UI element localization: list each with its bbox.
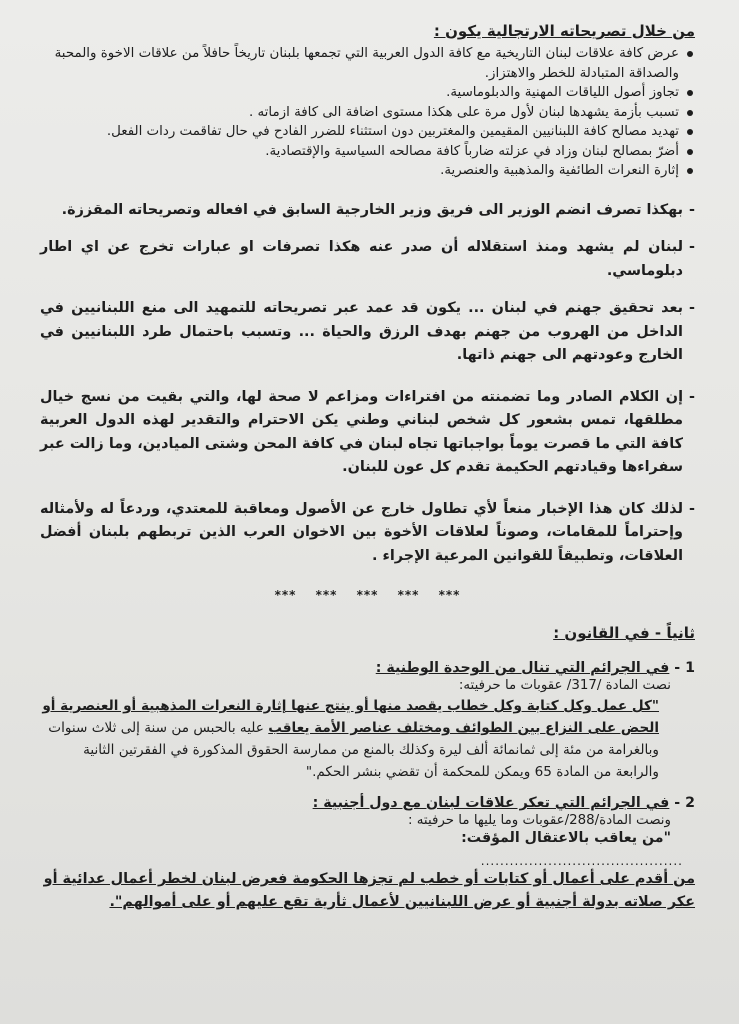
bullet-list: [40, 44, 695, 181]
law-quote: "كل عمل وكل كتابة وكل خطاب يقصد منها أو ينتج عنها إثارة النعرات المذهبية أو العنصرية أو الحض على النزاع بين الطوائف ومختلف عناصر الأمة يعاقب عليه بالحبس من سنة إلى ثلاث سنوات وبالغرامة من مئة إلى ثمانمائة ألف ليرة وكذلك بالمنع من ممارسة الحقوق المذكورة في الفقرتين الثانية والرابعة من المادة 65 ويمكن للمحكمة أن تقضي بنشر الحكم.": [42, 698, 659, 780]
bullet-dot-icon: [687, 168, 693, 174]
separator-stars: *** *** *** *** ***: [274, 588, 461, 602]
paragraph: - لبنان لم يشهد ومنذ استقلاله أن صدر عنه هكذا تصرفات او عبارات تخرج عن اي اطار دبلوماسي.: [40, 239, 695, 279]
bullet-item: تجاوز أصول اللياقات المهنية والدبلوماسية.: [40, 83, 695, 103]
bullet-dot-icon: [687, 90, 693, 96]
section-heading: ثانياً - في القانون :: [553, 624, 695, 642]
law-intro: نصت المادة /317/ عقوبات ما حرفيته:: [458, 678, 671, 693]
bullet-dot-icon: [687, 129, 693, 135]
elision-dots: ..........................................: [480, 854, 683, 868]
bullet-dot-icon: [687, 149, 693, 155]
paragraph: - بعد تحقيق جهنم في لبنان ... يكون قد عمد عبر تصريحاته للتمهيد الى منع اللبنانيين في الداخل من الهروب من جهنم بهدف الرزق والحياة ... وتسبب باحتمال طرد اللبنانيين في الخارج وعودتهم الى جهنم ذاتها.: [40, 300, 695, 363]
bullet-dot-icon: [687, 51, 693, 57]
bullet-item: عرض كافة علاقات لبنان التاريخية مع كافة الدول العربية التي تجمعها بلبنان تاريخاً حافلاً من علاقات الاخوة والمحبة والصداقة المتبادلة للخطر والاهتزاز.: [40, 44, 695, 83]
bullet-item: تسبب بأزمة يشهدها لبنان لأول مرة على هكذا مستوى اضافة الى كافة ازماته .: [40, 103, 695, 123]
law-intro: ونصت المادة/288/عقوبات وما يليها ما حرفيته :: [407, 813, 671, 828]
paragraph: - إن الكلام الصادر وما تضمنته من افتراءات ومزاعم لا صحة لها، والتي بقيت من نسج خيال مطلقها، تمس بشعور كل شخص لبناني وطني يكن الاحترام والتقدير لهذه الدول العربية كافة التي ما قصرت يوماً بواجباتها تجاه لبنان في كافة المحن وشتى الميادين، وما زالت عبر سفراءها وقيادتهم الحكيمة تقدم كل عون للبنان.: [40, 388, 695, 475]
bullet-item: إثارة النعرات الطائفية والمذهبية والعنصرية.: [40, 161, 695, 181]
heading-statements: من خلال تصريحاته الارتجالية يكون :: [433, 22, 695, 40]
bullet-item: تهديد مصالح كافة اللبنانيين المقيمين والمغتربين دون استثناء للضرر الفادح في حال تفاقمت ردات الفعل.: [40, 122, 695, 142]
law-heading: 2 - في الجرائم التي تعكر علاقات لبنان مع دول أجنبية :: [312, 795, 695, 811]
law-quote-heading: "من يعاقب بالاعتقال المؤقت:: [461, 830, 671, 846]
bullet-item: أضرّ بمصالح لبنان وزاد في عزلته ضارباً كافة مصالحه السياسية والإقتصادية.: [40, 142, 695, 162]
law-heading: 1 - في الجرائم التي تنال من الوحدة الوطنية :: [375, 660, 695, 676]
law-quote: من أقدم على أعمال أو كتابات أو خطب لم تجزها الحكومة فعرض لبنان لخطر أعمال عدائية أو عكر صلاته بدولة أجنبية أو عرض اللبنانيين لأعمال ثأرية تقع عليهم أو على أموالهم".: [43, 871, 695, 910]
paragraph: - لذلك كان هذا الإخبار منعاً لأي تطاول خارج عن الأصول ومعاقبة للمعتدي، وردعاً له ولأمثاله وإحتراماً للمقامات، وصوناً لعلاقات الأخوة بين الاخوان العرب الذين تربطهم بلبنان أفضل العلاقات، وتطبيقاً للقوانين المرعية الإجراء .: [40, 500, 695, 564]
bullet-dot-icon: [687, 110, 693, 116]
paragraph: - بهكذا تصرف انضم الوزير الى فريق وزير الخارجية السابق في افعاله وتصريحاته المقززة.: [61, 201, 695, 218]
